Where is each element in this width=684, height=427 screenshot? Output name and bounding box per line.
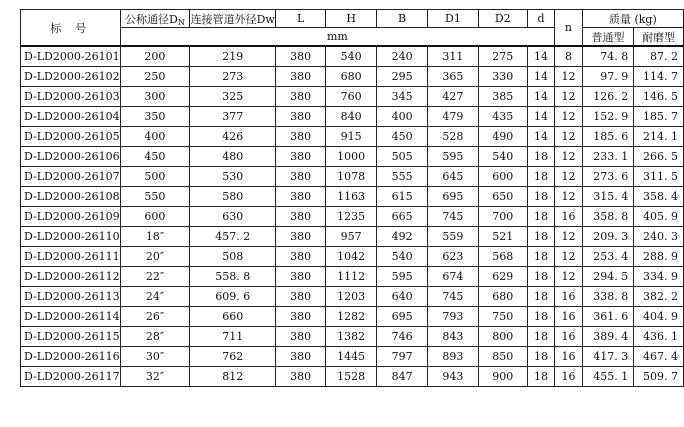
cell-tag: D-LD2000-26111: [21, 247, 121, 267]
cell-mass-normal: 294. 5: [582, 267, 634, 287]
cell-B: 640: [377, 287, 428, 307]
cell-mass-wear: 185. 7: [634, 107, 684, 127]
cell-dn: 24″: [120, 287, 190, 307]
cell-tag: D-LD2000-26112: [21, 267, 121, 287]
cell-n: 16: [555, 307, 582, 327]
cell-H: 680: [326, 67, 377, 87]
cell-B: 615: [377, 187, 428, 207]
cell-mass-normal: 97. 9: [582, 67, 634, 87]
header-dw: 连接管道外径Dw: [190, 10, 276, 28]
cell-dn: 300: [120, 87, 190, 107]
table-row: [21, 287, 684, 307]
table-row: [21, 107, 684, 127]
cell-n: 16: [555, 287, 582, 307]
cell-mass-wear: 436. 1: [634, 327, 684, 347]
cell-mass-wear: 114. 7: [634, 67, 684, 87]
table-row: [21, 67, 684, 87]
cell-D1: 943: [428, 367, 479, 387]
cell-dw: 762: [190, 347, 276, 367]
cell-d: 18: [527, 327, 554, 347]
cell-tag: D-LD2000-26101: [21, 46, 121, 67]
cell-tag: D-LD2000-26104: [21, 107, 121, 127]
cell-dn: 20″: [120, 247, 190, 267]
cell-D1: 793: [428, 307, 479, 327]
header-D1: D1: [428, 10, 479, 28]
cell-mass-wear: 240. 3: [634, 227, 684, 247]
cell-mass-wear: 87. 2: [634, 46, 684, 67]
cell-dn: 250: [120, 67, 190, 87]
header-biaohao: 标号: [21, 10, 121, 47]
table-row: [21, 187, 684, 207]
cell-L: 380: [276, 147, 326, 167]
cell-D2: 800: [478, 327, 527, 347]
cell-B: 540: [377, 247, 428, 267]
cell-d: 14: [527, 67, 554, 87]
header-mass: 质量 (kg): [582, 10, 683, 28]
cell-d: 18: [527, 187, 554, 207]
cell-dn: 200: [120, 46, 190, 67]
cell-tag: D-LD2000-26115: [21, 327, 121, 347]
cell-D2: 700: [478, 207, 527, 227]
cell-mass-normal: 358. 8: [582, 207, 634, 227]
cell-B: 505: [377, 147, 428, 167]
table-body: [21, 46, 684, 387]
cell-H: 915: [326, 127, 377, 147]
cell-tag: D-LD2000-26116: [21, 347, 121, 367]
header-H: H: [326, 10, 377, 28]
cell-D1: 674: [428, 267, 479, 287]
header-B: B: [377, 10, 428, 28]
cell-tag: D-LD2000-26106: [21, 147, 121, 167]
cell-mass-wear: 509. 7: [634, 367, 684, 387]
cell-mass-wear: 382. 2: [634, 287, 684, 307]
cell-n: 16: [555, 347, 582, 367]
cell-tag: D-LD2000-26114: [21, 307, 121, 327]
cell-D2: 330: [478, 67, 527, 87]
cell-n: 12: [555, 247, 582, 267]
cell-mass-normal: 126. 2: [582, 87, 634, 107]
cell-dw: 480: [190, 147, 276, 167]
cell-mass-normal: 361. 6: [582, 307, 634, 327]
cell-B: 695: [377, 307, 428, 327]
cell-dw: 558. 8: [190, 267, 276, 287]
cell-H: 957: [326, 227, 377, 247]
header-dn-label: 公称通径D: [124, 12, 178, 26]
cell-dw: 609. 6: [190, 287, 276, 307]
cell-D1: 695: [428, 187, 479, 207]
cell-dw: 273: [190, 67, 276, 87]
header-n: n: [555, 10, 582, 47]
cell-dw: 580: [190, 187, 276, 207]
table-row: [21, 147, 684, 167]
cell-H: 1203: [326, 287, 377, 307]
cell-d: 18: [527, 367, 554, 387]
cell-tag: D-LD2000-26113: [21, 287, 121, 307]
table-row: [21, 367, 684, 387]
cell-H: 1042: [326, 247, 377, 267]
cell-B: 492: [377, 227, 428, 247]
cell-mass-normal: 74. 8: [582, 46, 634, 67]
table-row: [21, 207, 684, 227]
cell-D2: 521: [478, 227, 527, 247]
cell-B: 797: [377, 347, 428, 367]
cell-L: 380: [276, 247, 326, 267]
cell-mass-wear: 146. 5: [634, 87, 684, 107]
cell-B: 847: [377, 367, 428, 387]
header-wear-type: 耐磨型: [634, 28, 684, 47]
cell-d: 18: [527, 207, 554, 227]
cell-dn: 22″: [120, 267, 190, 287]
cell-n: 12: [555, 227, 582, 247]
cell-dw: 530: [190, 167, 276, 187]
cell-mass-wear: 404. 9: [634, 307, 684, 327]
cell-B: 665: [377, 207, 428, 227]
cell-dn: 450: [120, 147, 190, 167]
header-dn: [120, 10, 190, 28]
cell-L: 380: [276, 367, 326, 387]
cell-d: 18: [527, 347, 554, 367]
cell-D1: 559: [428, 227, 479, 247]
cell-tag: D-LD2000-26109: [21, 207, 121, 227]
cell-dw: 457. 2: [190, 227, 276, 247]
cell-H: 1078: [326, 167, 377, 187]
cell-n: 12: [555, 87, 582, 107]
cell-D2: 540: [478, 147, 527, 167]
cell-n: 12: [555, 187, 582, 207]
table-row: [21, 87, 684, 107]
cell-L: 380: [276, 227, 326, 247]
cell-dw: 325: [190, 87, 276, 107]
cell-dn: 400: [120, 127, 190, 147]
header-row-2: [21, 28, 684, 47]
cell-D1: 623: [428, 247, 479, 267]
cell-H: 1528: [326, 367, 377, 387]
cell-tag: D-LD2000-26110: [21, 227, 121, 247]
cell-mass-normal: 315. 4: [582, 187, 634, 207]
cell-D1: 893: [428, 347, 479, 367]
cell-D2: 600: [478, 167, 527, 187]
cell-mass-wear: 311. 5: [634, 167, 684, 187]
cell-mass-normal: 455. 1: [582, 367, 634, 387]
cell-dn: 500: [120, 167, 190, 187]
table-row: [21, 327, 684, 347]
cell-tag: D-LD2000-26105: [21, 127, 121, 147]
header-normal-type: 普通型: [582, 28, 634, 47]
cell-D2: 850: [478, 347, 527, 367]
cell-tag: D-LD2000-26103: [21, 87, 121, 107]
cell-H: 1000: [326, 147, 377, 167]
cell-L: 380: [276, 107, 326, 127]
cell-L: 380: [276, 187, 326, 207]
cell-mass-wear: 288. 9: [634, 247, 684, 267]
table-row: [21, 247, 684, 267]
spec-table: [20, 9, 684, 387]
cell-H: 1163: [326, 187, 377, 207]
cell-H: 1282: [326, 307, 377, 327]
cell-D1: 528: [428, 127, 479, 147]
cell-L: 380: [276, 307, 326, 327]
cell-n: 16: [555, 327, 582, 347]
cell-D1: 311: [428, 46, 479, 67]
cell-D2: 629: [478, 267, 527, 287]
table-row: [21, 167, 684, 187]
cell-mass-normal: 209. 3: [582, 227, 634, 247]
cell-mass-wear: 214. 1: [634, 127, 684, 147]
cell-D2: 568: [478, 247, 527, 267]
cell-mass-normal: 417. 3: [582, 347, 634, 367]
cell-mass-wear: 266. 5: [634, 147, 684, 167]
cell-tag: D-LD2000-26107: [21, 167, 121, 187]
cell-D1: 645: [428, 167, 479, 187]
cell-n: 16: [555, 367, 582, 387]
cell-B: 400: [377, 107, 428, 127]
cell-B: 555: [377, 167, 428, 187]
header-unit-mm: mm: [120, 28, 555, 47]
table-row: [21, 227, 684, 247]
cell-mass-normal: 152. 9: [582, 107, 634, 127]
cell-L: 380: [276, 46, 326, 67]
table-row: [21, 127, 684, 147]
cell-D2: 900: [478, 367, 527, 387]
cell-H: 1382: [326, 327, 377, 347]
cell-n: 12: [555, 267, 582, 287]
cell-D1: 595: [428, 147, 479, 167]
cell-dn: 600: [120, 207, 190, 227]
cell-dw: 377: [190, 107, 276, 127]
cell-mass-normal: 253. 4: [582, 247, 634, 267]
cell-D2: 385: [478, 87, 527, 107]
cell-dn: 550: [120, 187, 190, 207]
cell-D1: 745: [428, 207, 479, 227]
cell-B: 746: [377, 327, 428, 347]
cell-D1: 427: [428, 87, 479, 107]
cell-mass-wear: 467. 4: [634, 347, 684, 367]
cell-d: 18: [527, 287, 554, 307]
cell-n: 12: [555, 167, 582, 187]
cell-d: 14: [527, 46, 554, 67]
cell-D2: 680: [478, 287, 527, 307]
cell-mass-normal: 273. 6: [582, 167, 634, 187]
cell-D1: 479: [428, 107, 479, 127]
cell-B: 240: [377, 46, 428, 67]
cell-d: 18: [527, 167, 554, 187]
cell-dn: 350: [120, 107, 190, 127]
cell-L: 380: [276, 267, 326, 287]
cell-n: 16: [555, 207, 582, 227]
cell-mass-normal: 389. 4: [582, 327, 634, 347]
cell-H: 840: [326, 107, 377, 127]
table-row: [21, 46, 684, 67]
cell-B: 295: [377, 67, 428, 87]
cell-dw: 630: [190, 207, 276, 227]
table-row: [21, 347, 684, 367]
cell-D2: 650: [478, 187, 527, 207]
cell-d: 18: [527, 307, 554, 327]
cell-n: 8: [555, 46, 582, 67]
cell-dw: 711: [190, 327, 276, 347]
cell-B: 450: [377, 127, 428, 147]
cell-L: 380: [276, 87, 326, 107]
cell-H: 1112: [326, 267, 377, 287]
cell-D1: 843: [428, 327, 479, 347]
cell-d: 18: [527, 227, 554, 247]
cell-dw: 219: [190, 46, 276, 67]
cell-n: 12: [555, 127, 582, 147]
cell-D1: 365: [428, 67, 479, 87]
cell-L: 380: [276, 327, 326, 347]
cell-dn: 32″: [120, 367, 190, 387]
cell-dn: 30″: [120, 347, 190, 367]
cell-D1: 745: [428, 287, 479, 307]
cell-tag: D-LD2000-26117: [21, 367, 121, 387]
cell-H: 1235: [326, 207, 377, 227]
cell-H: 1445: [326, 347, 377, 367]
cell-D2: 435: [478, 107, 527, 127]
cell-tag: D-LD2000-26108: [21, 187, 121, 207]
spec-table-wrapper: [20, 9, 684, 387]
cell-dn: 28″: [120, 327, 190, 347]
cell-L: 380: [276, 207, 326, 227]
cell-B: 345: [377, 87, 428, 107]
cell-dw: 660: [190, 307, 276, 327]
cell-mass-normal: 185. 6: [582, 127, 634, 147]
header-D2: D2: [478, 10, 527, 28]
header-row-1: [21, 10, 684, 28]
cell-H: 760: [326, 87, 377, 107]
cell-L: 380: [276, 287, 326, 307]
cell-dw: 426: [190, 127, 276, 147]
cell-n: 12: [555, 147, 582, 167]
cell-mass-wear: 334. 9: [634, 267, 684, 287]
cell-d: 14: [527, 107, 554, 127]
header-dn-subscript: N: [177, 17, 185, 27]
cell-L: 380: [276, 67, 326, 87]
header-L: L: [276, 10, 326, 28]
cell-tag: D-LD2000-26102: [21, 67, 121, 87]
cell-dw: 812: [190, 367, 276, 387]
cell-dn: 26″: [120, 307, 190, 327]
cell-n: 12: [555, 107, 582, 127]
cell-d: 18: [527, 147, 554, 167]
cell-L: 380: [276, 347, 326, 367]
cell-d: 14: [527, 127, 554, 147]
cell-d: 14: [527, 87, 554, 107]
cell-D2: 275: [478, 46, 527, 67]
table-row: [21, 307, 684, 327]
cell-d: 18: [527, 267, 554, 287]
cell-dw: 508: [190, 247, 276, 267]
cell-H: 540: [326, 46, 377, 67]
table-row: [21, 267, 684, 287]
cell-L: 380: [276, 127, 326, 147]
cell-mass-wear: 358. 4: [634, 187, 684, 207]
cell-L: 380: [276, 167, 326, 187]
cell-mass-normal: 338. 8: [582, 287, 634, 307]
cell-B: 595: [377, 267, 428, 287]
cell-mass-wear: 405. 9: [634, 207, 684, 227]
cell-n: 12: [555, 67, 582, 87]
header-d: d: [527, 10, 554, 28]
cell-dn: 18″: [120, 227, 190, 247]
cell-D2: 490: [478, 127, 527, 147]
cell-d: 18: [527, 247, 554, 267]
cell-D2: 750: [478, 307, 527, 327]
cell-mass-normal: 233. 1: [582, 147, 634, 167]
